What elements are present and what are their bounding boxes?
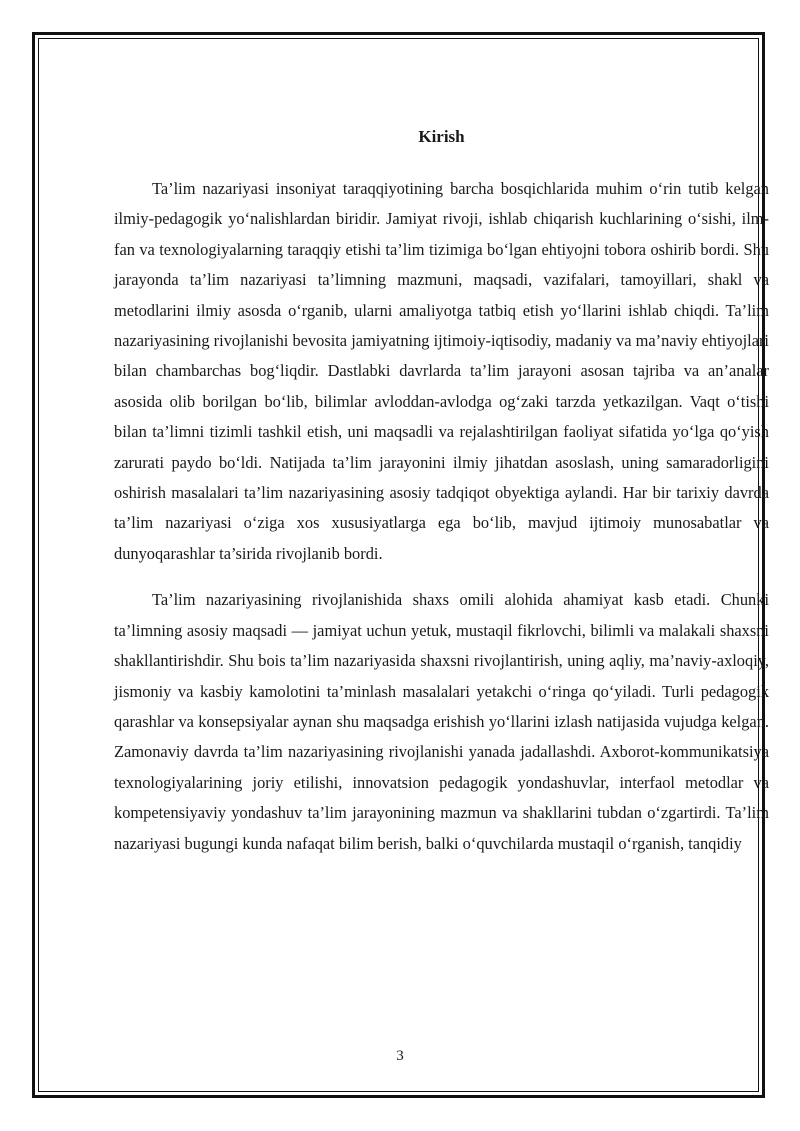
paragraph-2: Ta’lim nazariyasining rivojlanishida shaxs omili alohida ahamiyat kasb etadi. Chunki ta’limning asosiy maqsadi — jamiyat uchun yetuk, mustaqil fikrlovchi, bilimli va malakali shaxsni shakllantirishdir. Shu bois ta’lim nazariyasida shaxsni rivojlantirish, uning aqliy, ma’naviy-axloqiy, jismoniy va kasbiy kamolotini ta’minlash masalalari yetakchi o‘ringa qo‘yiladi. Turli pedagogik qarashlar va konsepsiyalar aynan shu maqsadga erishish yo‘llarini izlash natijasida vujudga kelgan. Zamonaviy davrda ta’lim nazariyasining rivojlanishi yanada jadallashdi. Axborot-kommunikatsiya texnologiyalarining joriy etilishi, innovatsion pedagogik yondashuvlar, interfaol metodlar va kompetensiyaviy yondashuv ta’lim jarayonining mazmun va shakllarini tubdan o‘zgartirdi. Ta’lim nazariyasi bugungi kunda nafaqat bilim berish, balki o‘quvchilarda mustaqil o‘rganish, tanqidiy bbox=[114, 590, 769, 853]
page-number: 3 bbox=[396, 1048, 404, 1064]
paragraph-1: Ta’lim nazariyasi insoniyat taraqqiyotining barcha bosqichlarida muhim o‘rin tutib kelgan ilmiy-pedagogik yo‘nalishlardan biridir. Jamiyat rivoji, ishlab chiqarish kuchlarining o‘sishi, ilm-fan va texnologiyalarning taraqqiy etishi ta’lim tizimiga bo‘lgan ehtiyojni tobora oshirib bordi. Shu jarayonda ta’lim nazariyasi ta’limning mazmuni, maqsadi, vazifalari, tamoyillari, shakl va metodlarini ilmiy asosda o‘rganib, ularni amaliyotga tatbiq etish yo‘llarini ishlab chiqdi. Ta’lim nazariyasining rivojlanishi bevosita jamiyatning ijtimoiy-iqtisodiy, madaniy va ma’naviy ehtiyojlari bilan chambarchas bog‘liqdir. Dastlabki davrlarda ta’lim jarayoni asosan tajriba va an’analar asosida olib borilgan bo‘lib, bilimlar avloddan-avlodga og‘zaki tarzda yetkazilgan. Vaqt o‘tishi bilan ta’limni tizimli tashkil etish, uni maqsadli va rejalashtirilgan faoliyat sifatida yo‘lga qo‘yish zarurati paydo bo‘ldi. Natijada ta’lim jarayonini ilmiy jihatdan asoslash, uning samaradorligini oshirish masalalari ta’lim nazariyasining asosiy tadqiqot obyektiga aylandi. Har bir tarixiy davrda ta’lim nazariyasi o‘ziga xos xususiyatlarga ega bo‘lib, mavjud ijtimoiy munosabatlar va dunyoqarashlar ta’sirida rivojlanib bordi. bbox=[114, 179, 769, 563]
page-content bbox=[114, 120, 769, 859]
section-title: Kirish bbox=[418, 127, 465, 146]
